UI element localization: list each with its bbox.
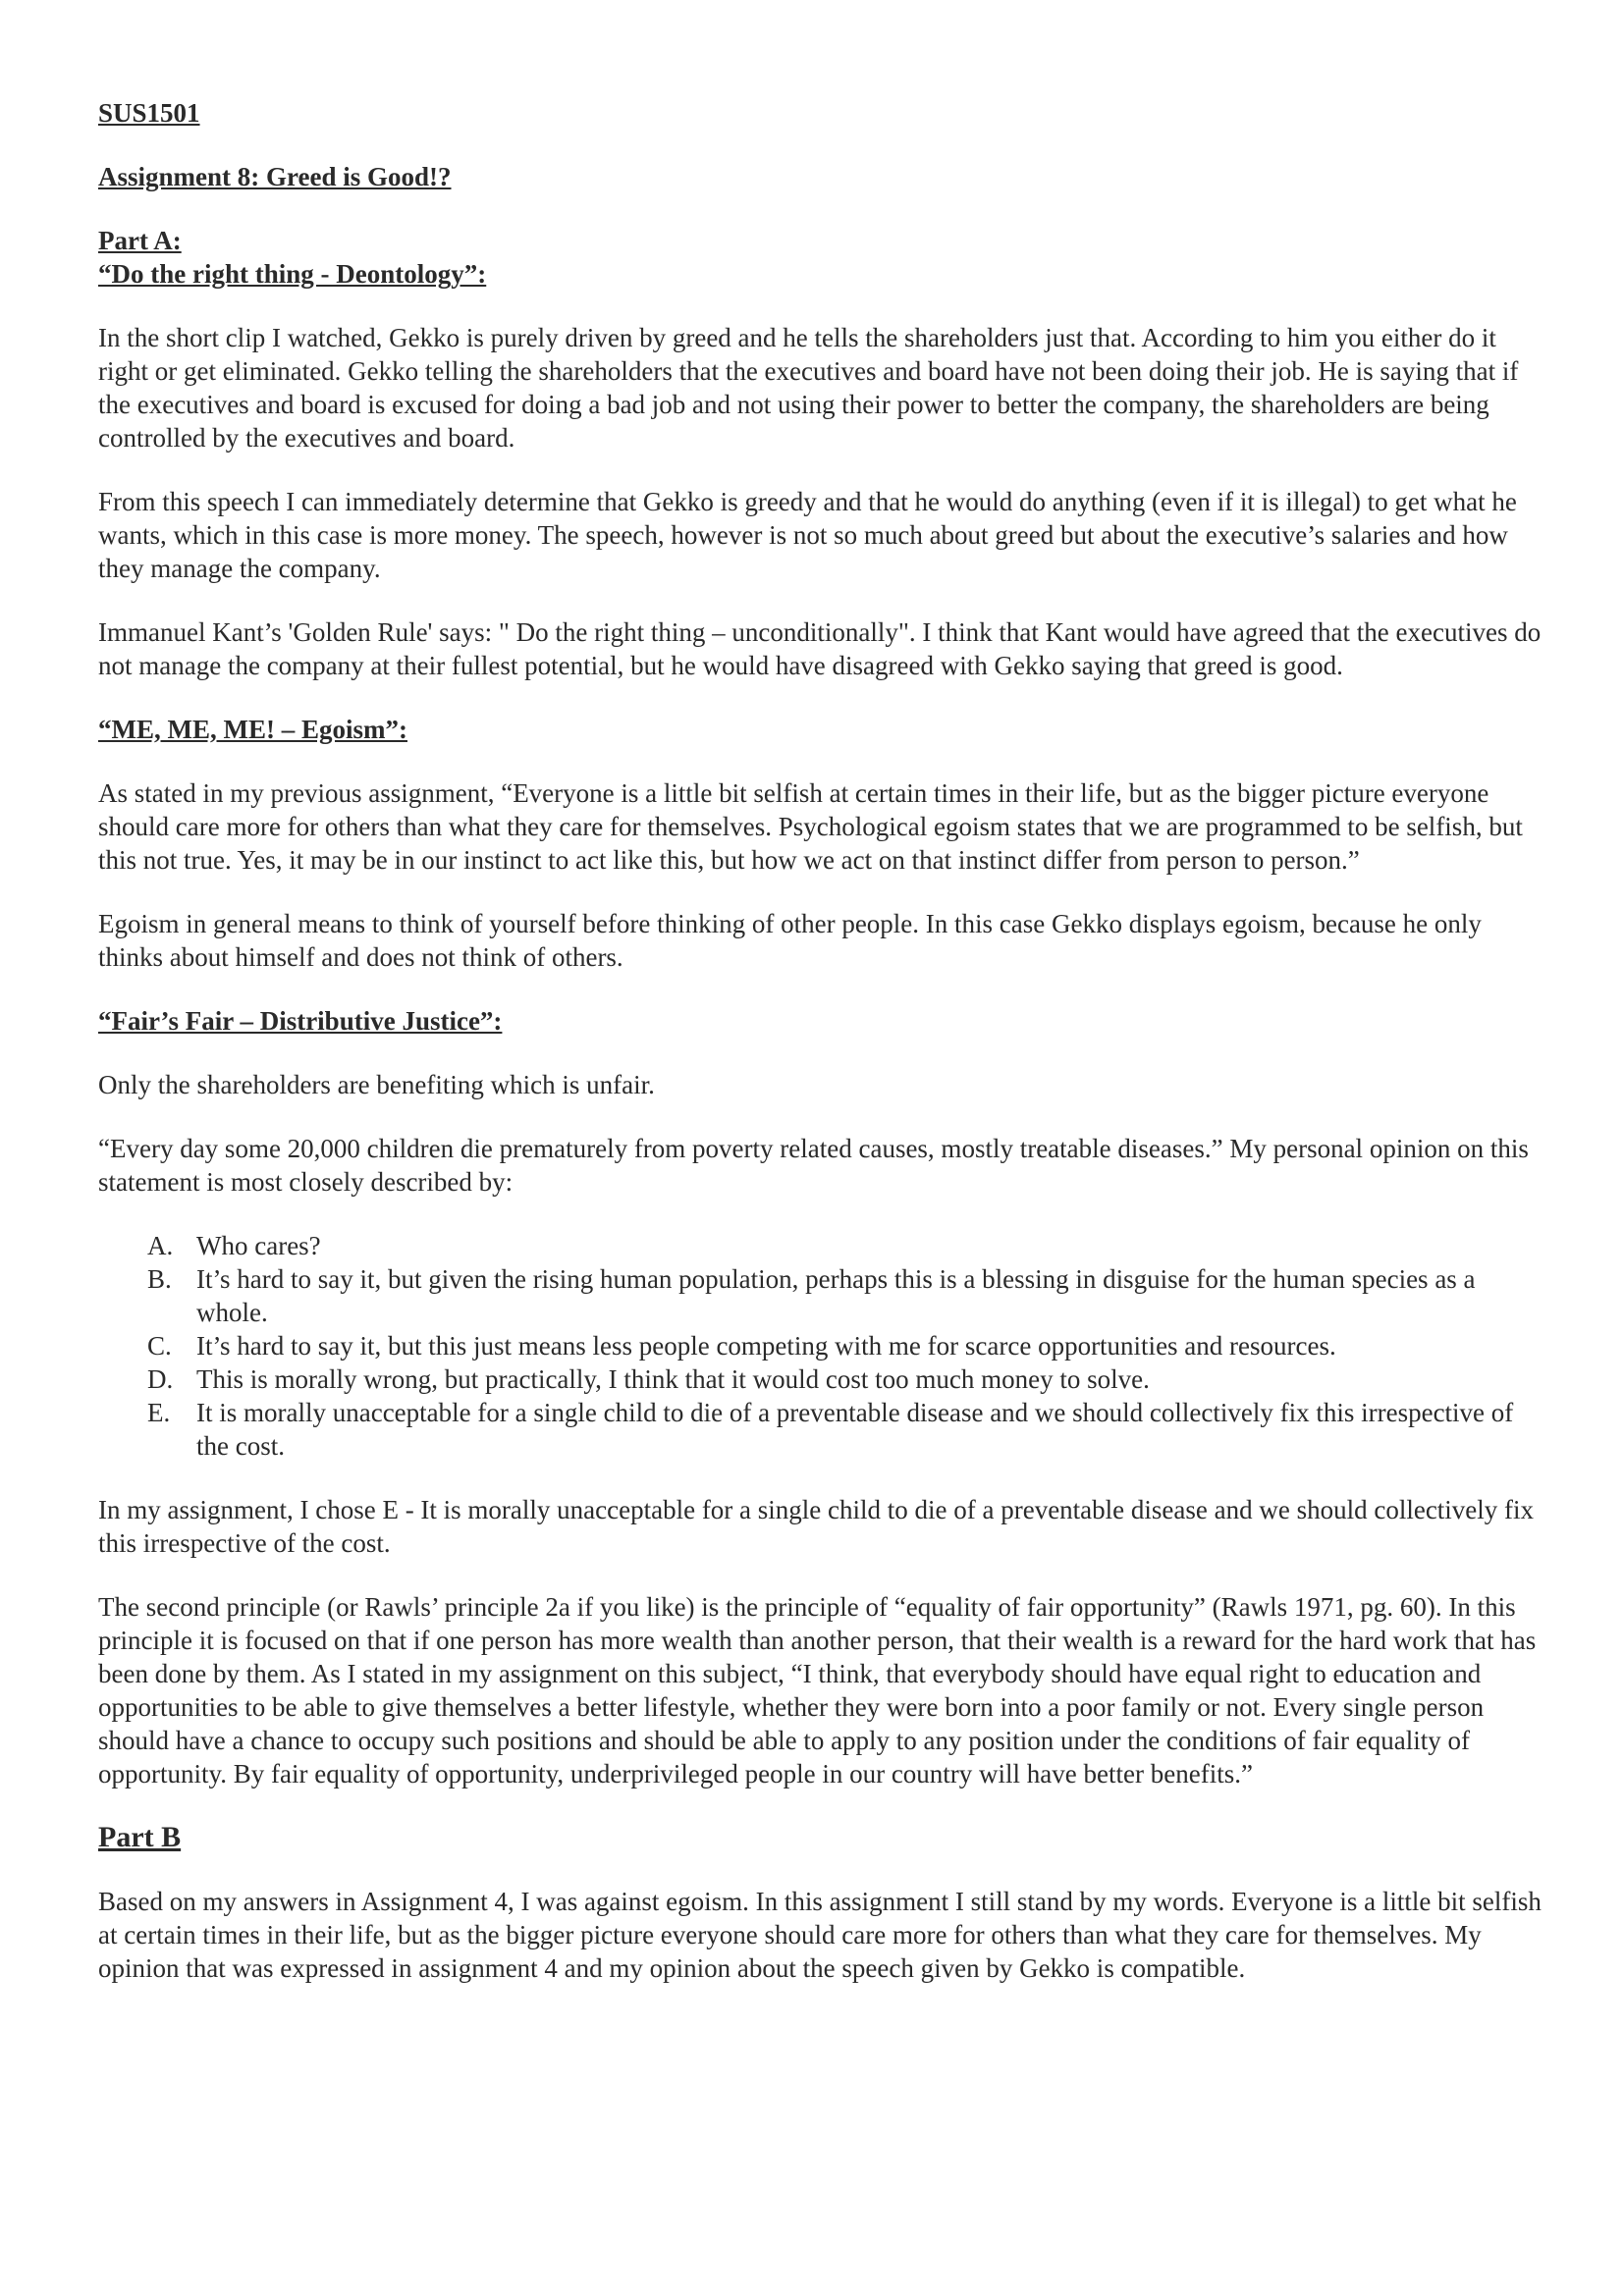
options-list — [98, 1229, 1542, 1463]
document-page — [98, 96, 1542, 1985]
option-text: It is morally unacceptable for a single child to die of a preventable disease and we should collectively fix this irrespective of the cost. — [196, 1398, 1514, 1461]
option-text: It’s hard to say it, but given the rising human population, perhaps this is a blessing in disguise for the human species as a whole. — [196, 1264, 1476, 1327]
justice-paragraph-3: In my assignment, I chose E - It is morally unacceptable for a single child to die of a preventable disease and we should collectively fix this irrespective of the cost. — [98, 1495, 1535, 1558]
option-text: This is morally wrong, but practically, I think that it would cost too much money to solve. — [196, 1364, 1150, 1394]
part-b-paragraph: Based on my answers in Assignment 4, I was against egoism. In this assignment I still stand by my words. Everyone is a little bit selfish at certain times in their life, but as the bigger picture everyone should care more for others than what they care for themselves. My opinion that was expressed in assignment 4 and my opinion about the speech given by Gekko is compatible. — [98, 1887, 1542, 1983]
egoism-paragraph-2: Egoism in general means to think of yourself before thinking of other people. In this case Gekko displays egoism, because he only thinks about himself and does not think of others. — [98, 909, 1482, 972]
option-letter: C. — [147, 1331, 172, 1361]
option-letter: B. — [147, 1264, 172, 1294]
deontology-paragraph-1: In the short clip I watched, Gekko is purely driven by greed and he tells the shareholders just that. According to him you either do it right or get eliminated. Gekko telling the shareholders that the executives and board have not been doing their job. He is saying that if the executives and board is excused for doing a bad job and not using their power to better the company, the shareholders are being controlled by the executives and board. — [98, 323, 1519, 453]
justice-paragraph-2: “Every day some 20,000 children die prematurely from poverty related causes, mostly treatable diseases.” My personal opinion on this statement is most closely described by: — [98, 1134, 1529, 1197]
list-item — [98, 1262, 1542, 1329]
option-text: It’s hard to say it, but this just means less people competing with me for scarce opportunities and resources. — [196, 1331, 1336, 1361]
option-letter: D. — [147, 1364, 174, 1394]
justice-paragraph-4: The second principle (or Rawls’ principle 2a if you like) is the principle of “equality of fair opportunity” (Rawls 1971, pg. 60). In this principle it is focused on that if one person has more wealth than another person, that their wealth is a reward for the hard work that has been done by them. As I stated in my assignment on this subject, “I think, that everybody should have equal right to education and opportunities to be able to give themselves a better lifestyle, whether they were born into a poor family or not. Every single person should have a chance to occupy such positions and should be able to apply to any position under the conditions of fair equality of opportunity. By fair equality of opportunity, underprivileged people in our country will have better benefits.” — [98, 1592, 1537, 1789]
part-a-title: Part A: — [98, 226, 182, 255]
part-b-title: Part B — [98, 1821, 182, 1853]
egoism-paragraph-1: As stated in my previous assignment, “Everyone is a little bit selfish at certain times in their life, but as the bigger picture everyone should care more for others than what they care for themselves. Psychological egoism states that we are programmed to be selfish, but this not true. Yes, it may be in our instinct to act like this, but how we act on that instinct differ from person to person.” — [98, 778, 1523, 875]
deontology-paragraph-3: Immanuel Kant’s 'Golden Rule' says: " Do the right thing – unconditionally". I think that Kant would have agreed that the executives do not manage the company at their fullest potential, but he would have disagreed with Gekko saying that greed is good. — [98, 617, 1542, 680]
section-deontology-title: “Do the right thing - Deontology”: — [98, 259, 487, 289]
option-letter: A. — [147, 1231, 174, 1260]
deontology-paragraph-2: From this speech I can immediately determine that Gekko is greedy and that he would do anything (even if it is illegal) to get what he wants, which in this case is more money. The speech, however is not so much about greed but about the executive’s salaries and how they manage the company. — [98, 487, 1517, 583]
option-letter: E. — [147, 1398, 171, 1427]
section-egoism-title: “ME, ME, ME! – Egoism”: — [98, 715, 407, 744]
justice-paragraph-1: Only the shareholders are benefiting which is unfair. — [98, 1070, 655, 1099]
option-text: Who cares? — [196, 1231, 321, 1260]
assignment-title: Assignment 8: Greed is Good!? — [98, 162, 452, 191]
course-code: SUS1501 — [98, 98, 200, 128]
list-item — [98, 1396, 1542, 1463]
section-justice-title: “Fair’s Fair – Distributive Justice”: — [98, 1006, 503, 1036]
list-item — [98, 1229, 1542, 1262]
list-item — [98, 1362, 1542, 1396]
list-item — [98, 1329, 1542, 1362]
